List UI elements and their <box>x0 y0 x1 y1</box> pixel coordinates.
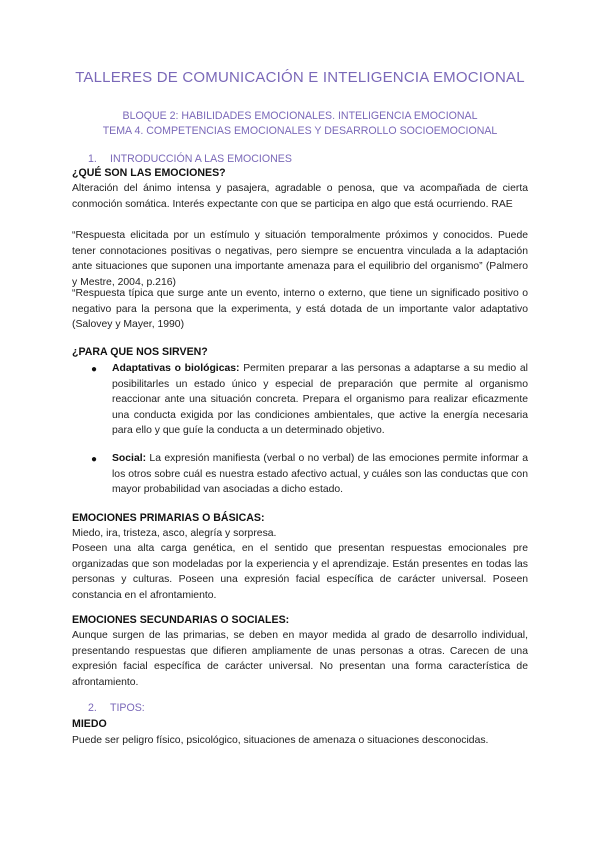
question-heading-what: ¿QUÉ SON LAS EMOCIONES? <box>72 167 226 179</box>
bullet-text: Permiten preparar a las personas a adaptarse a su medio al posibilitarles un estado único y especial de preparación que permite al organismo reaccionar ante una situación concreta. Prepara el organismo para realizar eficazmente una conducta exigida por las condiciones ambientales, que active la energía necesaria para ello y que guíe la conducta a un determinado objetivo. <box>112 363 528 437</box>
bullet-term: Adaptativas o biológicas: <box>112 363 240 374</box>
section-heading-2 <box>88 702 145 714</box>
paragraph: Puede ser peligro físico, psicológico, situaciones de amenaza o situaciones desconocidas. <box>72 735 489 746</box>
secondary-emotions-heading: EMOCIONES SECUNDARIAS O SOCIALES: <box>72 614 290 626</box>
paragraph: Aunque surgen de las primarias, se deben en mayor medida al grado de desarrollo individual, presentando respuestas que difieren ampliamente de unas personas a otras. Carecen de una expresión facial específica de carácter universal. No presentan una forma característica de afrontamiento. <box>72 630 528 688</box>
paragraph: Poseen una alta carga genética, en el sentido que presentan respuestas emocionales pre organizadas que son modeladas por la experiencia y el aprendizaje. Están presentes en todas las personas y culturas. Poseen una expresión facial específica de carácter universal. Poseen constancia en el afrontamiento. <box>72 543 528 601</box>
fear-heading: MIEDO <box>72 718 107 730</box>
paragraph: “Respuesta elicitada por un estímulo y situación temporalmente próximos y conocidos. Puede tener connotaciones positivas o negativas, pero siempre se encuentra vinculada a la adaptación ante situaciones que suponen una importante amenaza para el equilibrio del organismo” (Palmero y Mestre, 2004, p.216) <box>72 230 528 288</box>
section-number: 1. <box>88 153 97 165</box>
section-title: INTRODUCCIÓN A LAS EMOCIONES <box>110 153 292 165</box>
section-heading-1 <box>88 153 292 165</box>
question-heading-why: ¿PARA QUE NOS SIRVEN? <box>72 346 208 358</box>
primary-emotions-heading: EMOCIONES PRIMARIAS O BÁSICAS: <box>72 512 265 524</box>
section-title: TIPOS: <box>110 702 145 714</box>
bullet-text: La expresión manifiesta (verbal o no verbal) de las emociones permite informar a los otros sobre cuál es nuestra estado afectivo actual, y cuáles son las conductas que con mayor probabilidad van asociadas a dicho estado. <box>112 453 528 496</box>
paragraph: “Respuesta típica que surge ante un evento, interno o externo, que tiene un significado positivo o negativo para la persona que la experimenta, y está dotada de un importante valor adaptativo (Salovey y Mayer, 1990) <box>72 288 528 331</box>
bullet-term: Social: <box>112 453 147 464</box>
document-title: TALLERES DE COMUNICACIÓN E INTELIGENCIA EMOCIONAL <box>75 69 525 86</box>
list-item <box>112 451 528 498</box>
bullet-icon: ● <box>91 364 98 375</box>
block-subtitle: BLOQUE 2: HABILIDADES EMOCIONALES. INTELIGENCIA EMOCIONAL <box>122 110 478 122</box>
paragraph: Alteración del ánimo intensa y pasajera, agradable o penosa, que va acompañada de cierta conmoción somática. Interés expectante con que se participa en algo que está ocurriendo. RAE <box>72 183 528 210</box>
paragraph: Miedo, ira, tristeza, asco, alegría y sorpresa. <box>72 528 277 539</box>
section-number: 2. <box>88 702 97 714</box>
topic-subtitle: TEMA 4. COMPETENCIAS EMOCIONALES Y DESARROLLO SOCIOEMOCIONAL <box>102 125 498 137</box>
list-item <box>112 361 528 439</box>
bullet-icon: ● <box>91 454 98 465</box>
